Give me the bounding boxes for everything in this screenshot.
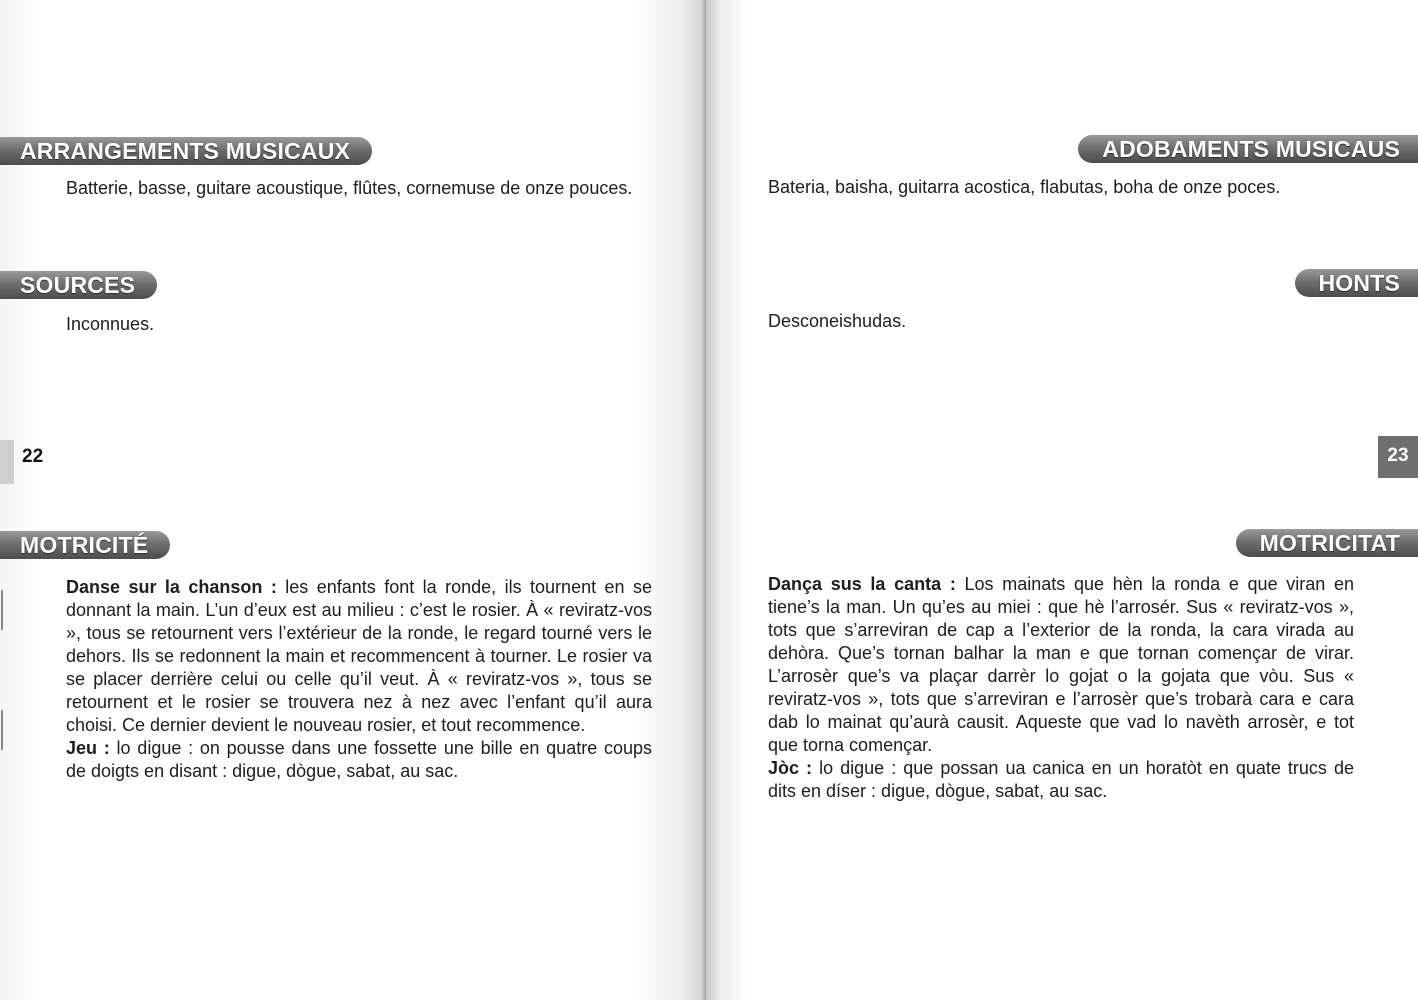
heading-adobaments-musicaus: ADOBAMENTS MUSICAUS	[1078, 135, 1418, 163]
motricitat-paragraph	[768, 573, 1354, 803]
honts-text: Desconeishudas.	[768, 311, 907, 331]
heading-motricitat: MOTRICITAT	[1236, 529, 1418, 557]
dance-text: les enfants font la ronde, ils tournent en se donnant la main. L’un d’eux est au milieu : c’est le rosier. À « reviratz-vos », tous se retournent vers l’extérieur de la ronde, le regard tourné vers le dehors. Ils se redonnent la main et recommencent à tourner. Le rosier va se placer derrière celui ou celle qu’il veut. À « reviratz-vos », tous se retournent et le rosier se trouvera nez à nez avec l’enfant qu’il aura choisi. Ce dernier devient le nouveau rosier, et tout recommence.	[66, 577, 653, 735]
heading-motricite: MOTRICITÉ	[0, 531, 170, 559]
right-page	[706, 0, 1418, 1000]
motricite-paragraph	[66, 576, 652, 783]
heading-arrangements-musicaux: ARRANGEMENTS MUSICAUX	[0, 137, 372, 165]
scan-edge-mark	[1, 590, 3, 630]
sources-text: Inconnues.	[66, 314, 155, 334]
heading-honts: HONTS	[1295, 269, 1418, 297]
arrangements-text: Batterie, basse, guitare acoustique, flûtes, cornemuse de onze pouces.	[66, 178, 633, 198]
page-number-left: 22	[22, 446, 44, 467]
adobaments-text: Bateria, baisha, guitarra acostica, flabutas, boha de onze poces.	[768, 177, 1281, 197]
game-entry	[768, 757, 1354, 803]
game-label: Jeu :	[66, 738, 110, 758]
left-page	[0, 0, 706, 1000]
dance-entry	[768, 573, 1354, 757]
scan-edge-mark	[1, 710, 3, 750]
game-text: lo digue : que possan ua canica en un horatòt en quate trucs de dits en díser : digue, dògue, sabat, au sac.	[768, 758, 1355, 801]
heading-sources: SOURCES	[0, 271, 157, 299]
game-text: lo digue : on pousse dans une fossette une bille en quatre coups de doigts en disant : digue, dògue, sabat, au sac.	[66, 738, 653, 781]
dance-entry	[66, 576, 652, 737]
dance-label: Danse sur la chanson :	[66, 577, 277, 597]
game-label: Jòc :	[768, 758, 813, 778]
game-entry	[66, 737, 652, 783]
dance-label: Dança sus la canta :	[768, 574, 956, 594]
page-number-right: 23	[1378, 436, 1418, 478]
dance-text: Los mainats que hèn la ronda e que viran en tiene’s la man. Un qu’es au miei : que hè l’arrosér. Sus « reviratz-vos », tots que s’arreviran de cap a l’exterior de la ronda, la cara virada au dehòra. Que’s tornan balhar la man e que tornan començar de virar. L’arrosèr que’s va plaçar darrèr lo gojat o la gojata que vòu. Sus « reviratz-vos », tots que s’arreviran e l’arrosèr que’s trobarà cara e cara dab lo mainat qu’aurà causit. Aqueste que vad lo navèth arrosèr, e tot que torna començar.	[768, 574, 1355, 755]
page-edge-mark	[0, 440, 14, 484]
